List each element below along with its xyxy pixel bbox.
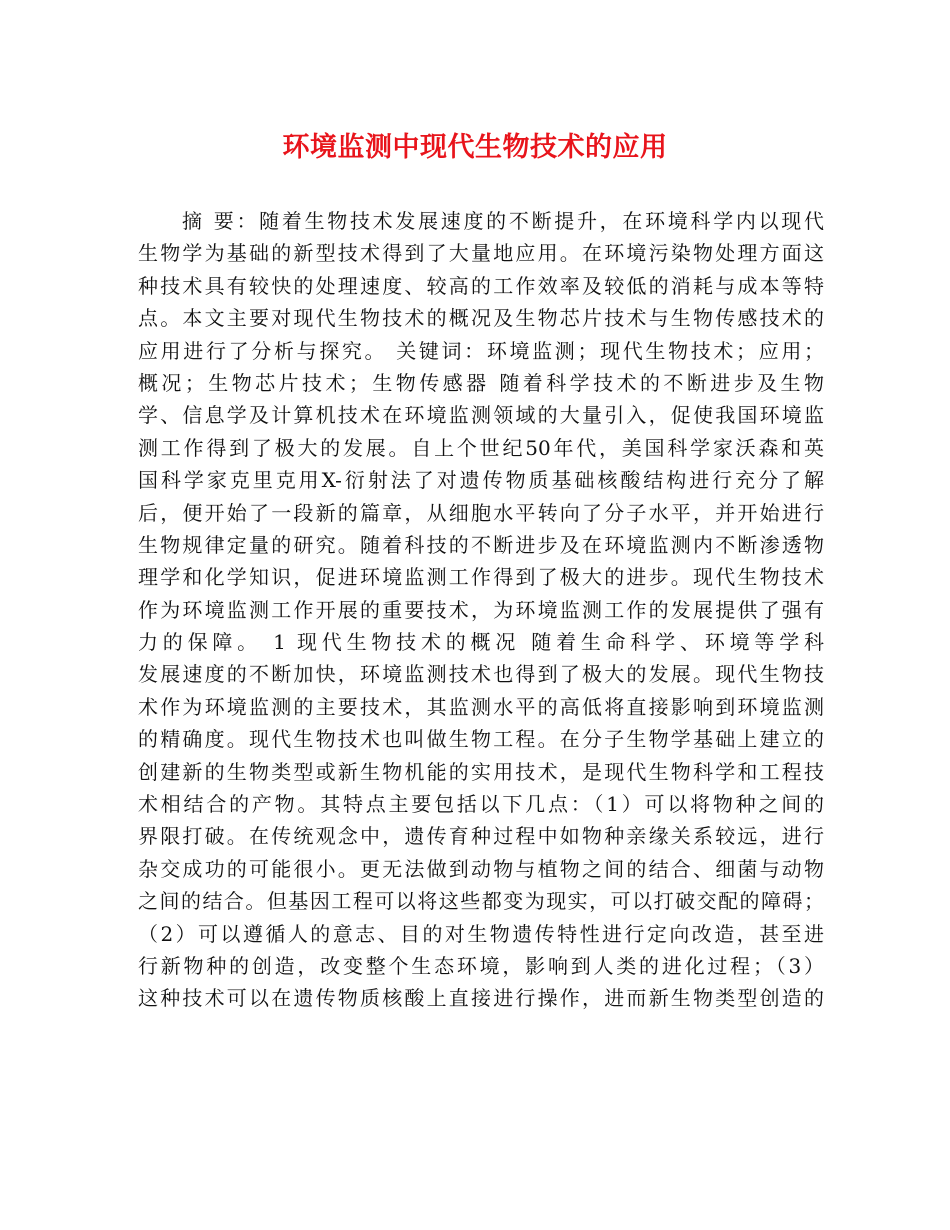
body-line: 概况；生物芯片技术；生物传感器 随着科学技术的不断进步及生物 — [138, 370, 824, 395]
body-line: 界限打破。在传统观念中，遗传育种过程中如物种亲缘关系较远，进行 — [138, 824, 824, 849]
body-line: 术作为环境监测的主要技术，其监测水平的高低将直接影响到环境监测 — [138, 694, 824, 719]
body-line: 的精确度。现代生物技术也叫做生物工程。在分子生物学基础上建立的 — [138, 727, 824, 752]
body-line: 创建新的生物类型或新生物机能的实用技术，是现代生物科学和工程技 — [138, 759, 824, 784]
body-line: 理学和化学知识，促进环境监测工作得到了极大的进步。现代生物技术 — [138, 565, 824, 590]
document-title: 环境监测中现代生物技术的应用 — [282, 132, 668, 163]
body-line: 之间的结合。但基因工程可以将这些都变为现实，可以打破交配的障碍； — [138, 889, 824, 914]
body-line: 测工作得到了极大的发展。自上个世纪50年代，美国科学家沃森和英 — [138, 435, 824, 460]
body-line: 国科学家克里克用X-衍射法了对遗传物质基础核酸结构进行充分了解 — [138, 468, 824, 493]
body-line: 力的保障。 1 现代生物技术的概况 随着生命科学、环境等学科 — [138, 630, 824, 655]
body-line: 点。本文主要对现代生物技术的概况及生物芯片技术与生物传感技术的 — [138, 306, 824, 331]
body-line: 这种技术可以在遗传物质核酸上直接进行操作，进而新生物类型创造的 — [138, 986, 824, 1011]
body-line: 后，便开始了一段新的篇章，从细胞水平转向了分子水平，并开始进行 — [138, 500, 824, 525]
body-line: 生物规律定量的研究。随着科技的不断进步及在环境监测内不断渗透物 — [138, 532, 824, 557]
body-line: 摘 要：随着生物技术发展速度的不断提升，在环境科学内以现代 — [182, 209, 824, 233]
body-line: 学、信息学及计算机技术在环境监测领域的大量引入，促使我国环境监 — [138, 403, 824, 428]
body-line: 种技术具有较快的处理速度、较高的工作效率及较低的消耗与成本等特 — [138, 273, 824, 298]
body-line: 生物学为基础的新型技术得到了大量地应用。在环境污染物处理方面这 — [138, 241, 824, 266]
body-line: 作为环境监测工作开展的重要技术，为环境监测工作的发展提供了强有 — [138, 597, 824, 622]
document-body — [138, 205, 824, 1015]
body-line: 杂交成功的可能很小。更无法做到动物与植物之间的结合、细菌与动物 — [138, 856, 824, 881]
body-line: 发展速度的不断加快，环境监测技术也得到了极大的发展。现代生物技 — [138, 662, 824, 687]
body-line: 行新物种的创造，改变整个生态环境，影响到人类的进化过程；（3） — [138, 953, 824, 978]
body-line: （2）可以遵循人的意志、目的对生物遗传特性进行定向改造，甚至进 — [138, 921, 824, 946]
body-line: 术相结合的产物。其特点主要包括以下几点：（1）可以将物种之间的 — [138, 792, 824, 817]
body-line: 应用进行了分析与探究。 关键词：环境监测；现代生物技术；应用； — [138, 338, 824, 363]
